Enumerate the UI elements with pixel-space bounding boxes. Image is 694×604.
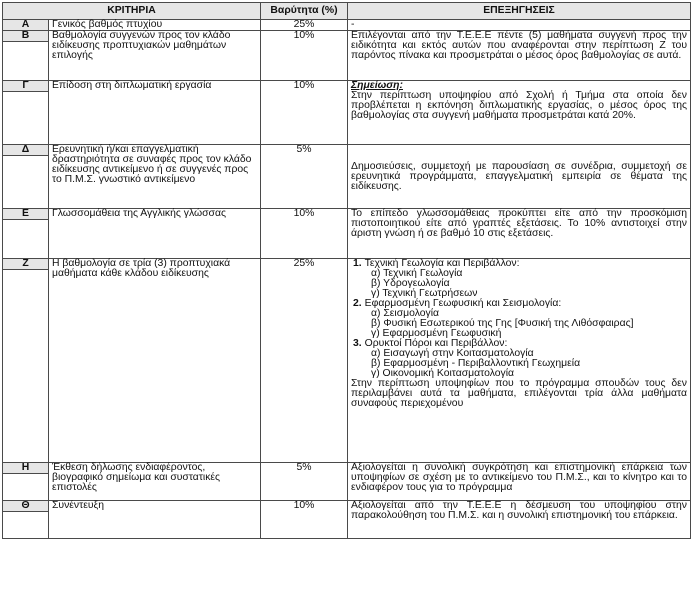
weight-value: 5% bbox=[261, 145, 348, 209]
course-group-3 bbox=[351, 339, 687, 379]
weight-value: 10% bbox=[261, 501, 348, 539]
course-item: γ) Οικονομική Κοιτασματολογία bbox=[371, 368, 515, 380]
row-letter: Α bbox=[3, 20, 49, 31]
course-item: β) Εφαρμοσμένη - Περιβαλλοντική Γεωχημεία bbox=[371, 358, 581, 370]
group-number: 3. bbox=[353, 338, 362, 350]
course-item: α) Εισαγωγή στην Κοιτασματολογία bbox=[371, 348, 534, 360]
weight-value: 25% bbox=[261, 20, 348, 31]
group-number: 1. bbox=[353, 258, 362, 270]
group-title: Ορυκτοί Πόροι και Περιβάλλον: bbox=[364, 338, 508, 350]
explanation-text: Αξιολογείται από την Τ.Ε.Ε.Ε η δέσμευση του υποψηφίου στην παρακολούθηση του Π.Μ.Σ. και η συνολική επιστημονική του επάρκεια. bbox=[348, 501, 691, 539]
criterion-row-d-letter bbox=[3, 145, 691, 156]
explanation-text: Επιλέγονται από την Τ.Ε.Ε.Ε πέντε (5) μαθήματα συγγενή προς την ειδικότητα και εκτός αυτών που αναφέρονται στην περίπτωση Ζ του παρόντος πίνακα και προσμετράται ο μέσος όρος βαθμολογίας σε αυτά. bbox=[348, 31, 691, 81]
course-group-2 bbox=[351, 299, 687, 339]
header-criteria: ΚΡΙΤΗΡΙΑ bbox=[3, 3, 261, 20]
header-weight: Βαρύτητα (%) bbox=[261, 3, 348, 20]
explanation-text: Στην περίπτωση υποψηφίων που το πρόγραμμα σπουδών τους δεν περιλαμβάνει αυτά τα μαθήματα, επιλέγονται τρία άλλα μαθήματα συναφούς περιεχομένου bbox=[351, 378, 687, 410]
weight-value: 10% bbox=[261, 31, 348, 81]
criterion-text: Έκθεση δήλωσης ενδιαφέροντος, βιογραφικό σημείωμα και συστατικές επιστολές bbox=[49, 463, 261, 501]
row-letter: Θ bbox=[3, 501, 49, 512]
explanation-text: - bbox=[348, 20, 691, 31]
row-letter: Ζ bbox=[3, 259, 49, 270]
course-item: β) Φυσική Εσωτερικού της Γης [Φυσική της Λιθόσφαιρας] bbox=[371, 318, 634, 330]
explanation-text: Δημοσιεύσεις, συμμετοχή με παρουσίαση σε συνέδρια, συμμετοχή σε ερευνητικά προγράμματα, επαγγελματική εμπειρία σε θέματα της ειδίκευσης. bbox=[348, 145, 691, 209]
weight-value: 10% bbox=[261, 209, 348, 259]
group-title: Τεχνική Γεωλογία και Περιβάλλον: bbox=[364, 258, 520, 270]
criterion-row-c-letter bbox=[3, 81, 691, 92]
criterion-row-e-letter bbox=[3, 209, 691, 220]
explanation-text: Το επίπεδο γλωσσομάθειας προκύπτει είτε από την προσκόμιση πιστοποιητικού είτε από γραπτές εξετάσεις. Το 10% αντιστοιχεί στην άριστη γνώση ή σε βαθμό 10 στις εξετάσεις. bbox=[348, 209, 691, 259]
row-letter: Γ bbox=[3, 81, 49, 92]
row-letter: Ε bbox=[3, 209, 49, 220]
criterion-text: Βαθμολογία συγγενών προς τον κλάδο ειδίκευσης προπτυχιακών μαθημάτων επιλογής bbox=[49, 31, 261, 81]
weight-value: 5% bbox=[261, 463, 348, 501]
group-title: Εφαρμοσμένη Γεωφυσική και Σεισμολογία: bbox=[364, 298, 562, 310]
course-item: β) Υδρογεωλογία bbox=[371, 278, 450, 290]
criterion-text: Επίδοση στη διπλωματική εργασία bbox=[49, 81, 261, 145]
criterion-row-z-letter bbox=[3, 259, 691, 270]
note-title: Σημείωση: bbox=[351, 80, 403, 92]
criterion-text: Γενικός βαθμός πτυχίου bbox=[49, 20, 261, 31]
row-letter: Β bbox=[3, 31, 49, 42]
criterion-text: Συνέντευξη bbox=[49, 501, 261, 539]
row-letter: Δ bbox=[3, 145, 49, 156]
group-number: 2. bbox=[353, 298, 362, 310]
criterion-row-th-letter bbox=[3, 501, 691, 512]
explanation-cell bbox=[348, 81, 691, 145]
criterion-text: Η βαθμολογία σε τρία (3) προπτυχιακά μαθήματα κάθε κλάδου ειδίκευσης bbox=[49, 259, 261, 463]
weight-value: 25% bbox=[261, 259, 348, 463]
explanation-text: Αξιολογείται η συνολική συγκρότηση και επιστημονική επάρκεια των υποψηφίων σε σχέση με το αντικείμενο του Π.Μ.Σ., και το κίνητρο και το ενδιαφέρον τους για το πρόγραμμα bbox=[348, 463, 691, 501]
course-item: α) Τεχνική Γεωλογία bbox=[371, 268, 463, 280]
row-letter: Η bbox=[3, 463, 49, 474]
course-group-1 bbox=[351, 259, 687, 299]
course-item: γ) Τεχνική Γεωτρήσεων bbox=[371, 288, 478, 300]
course-item: γ) Εφαρμοσμένη Γεωφυσική bbox=[371, 328, 502, 340]
criterion-row-b-letter bbox=[3, 31, 691, 42]
header-explanations: ΕΠΕΞΗΓΗΣΕΙΣ bbox=[348, 3, 691, 20]
header-row bbox=[3, 3, 691, 20]
criteria-table bbox=[2, 2, 691, 539]
criterion-text: Ερευνητική ή/και επαγγελματική δραστηριότητα σε συναφές προς τον κλάδο ειδίκευσης αντικείμενο ή σε συγγενές προς το Π.Μ.Σ. γνωστικό αντικείμενο bbox=[49, 145, 261, 209]
course-item: α) Σεισμολογία bbox=[371, 308, 440, 320]
weight-value: 10% bbox=[261, 81, 348, 145]
explanation-text: Στην περίπτωση υποψηφίου από Σχολή ή Τμήμα στα οποία δεν προβλέπεται η εκπόνηση διπλωματικής εργασίας, ο μέσος όρος της βαθμολογίας στα συγγενή μαθήματα προσμετράται κατά 20%. bbox=[351, 90, 687, 122]
criterion-text: Γλωσσομάθεια της Αγγλικής γλώσσας bbox=[49, 209, 261, 259]
criterion-row-h-letter bbox=[3, 463, 691, 474]
explanation-cell bbox=[348, 259, 691, 463]
